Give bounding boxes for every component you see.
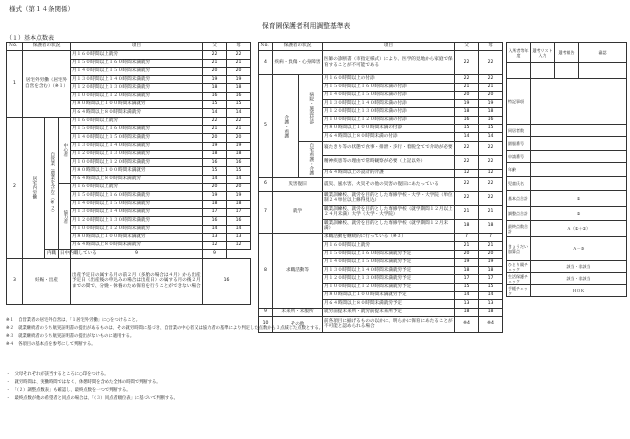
form-number: 様式（第１４条関係）	[9, 5, 74, 13]
father-score: 21	[203, 125, 227, 133]
father-score: 17	[203, 208, 227, 216]
father-score: 18	[455, 108, 479, 116]
item-text: 月１５０時間以上１６０時間未満の付添	[323, 83, 455, 91]
record-label: 最終点数合計	[507, 221, 531, 237]
father-score: 20	[455, 250, 479, 258]
father-score: 18	[203, 200, 227, 208]
record-value: Ａ（①＋②）	[531, 221, 627, 237]
item-text: 月６４時間以上８０時間未満就労	[71, 109, 203, 117]
situation-label: 未来所・未服所	[273, 308, 323, 316]
mother-score: 17	[479, 275, 503, 283]
situation-label: 介護・看護	[273, 75, 299, 178]
mother-score: 21	[479, 205, 503, 219]
father-score: 15	[455, 283, 479, 291]
hospital-attend-label: 病院・施設付添	[299, 75, 323, 141]
father-score: 19	[455, 100, 479, 108]
table-row	[259, 191, 503, 205]
item-text: 職業訓練校、就労を目的とした専修学校（就学期間１２月以上２４月未満）大学（大学・大学院）	[324, 206, 453, 218]
table-row	[507, 137, 627, 151]
record-value	[531, 163, 627, 177]
record-label: 調整点合計	[507, 207, 531, 221]
item-text: 月１５０時間以上１６０時間未満就労	[71, 192, 203, 200]
father-score: 21	[203, 59, 227, 67]
record-header: 選考リスト入力	[531, 43, 555, 63]
row-number: 2	[7, 117, 23, 258]
mother-score: 12	[479, 169, 503, 177]
header-no: Ｎo．	[7, 43, 23, 51]
mother-score: 15	[479, 125, 503, 133]
mother-score: 14	[227, 109, 251, 117]
record-header: 選考報告	[555, 43, 579, 63]
mother-score: 21	[227, 125, 251, 133]
header-no: Ｎo．	[259, 43, 273, 51]
instruction-item: ・ 最終点数が他の希望者と同点の場合は、「（３）同点者順位表」に基づいて判断する。	[6, 396, 178, 402]
item-text: 月１５０時間以上１６０時間未満就労	[71, 125, 203, 133]
record-value: ＨＯＫ	[531, 285, 627, 297]
record-label: きょうだい加算点	[507, 237, 531, 261]
item-text: 日中内職している	[59, 250, 71, 258]
record-value: 該当・非該当	[531, 273, 627, 285]
header-father: 父	[203, 43, 227, 51]
table-row	[507, 163, 627, 177]
mother-score: 18	[479, 308, 503, 316]
mother-score: 7	[479, 233, 503, 241]
row-number: 9	[259, 308, 273, 316]
record-label: ひとり親チェック	[507, 261, 531, 273]
item-text: 月８０時間以上１００時間未満就労	[71, 101, 203, 109]
mother-score: 9	[203, 250, 227, 258]
father-score: 18	[455, 308, 479, 316]
mother-score: 20	[479, 91, 503, 99]
table-row	[507, 207, 627, 221]
item-text: 精神疾患等の理由で常時観察が必要（上記以外）	[323, 155, 455, 169]
row-number: 4	[259, 51, 273, 75]
row-number: 7	[259, 191, 273, 233]
record-label: 児童氏名	[507, 177, 531, 191]
processing-record-table	[506, 42, 627, 297]
mother-score: 22	[479, 177, 503, 191]
record-label: 園服番号	[507, 137, 531, 151]
record-label: 年齢	[507, 163, 531, 177]
table-row	[507, 63, 627, 79]
item-text: 月１５０時間以上１６０時間未満就労	[71, 59, 203, 67]
stamp-box	[531, 63, 555, 79]
father-score: 13	[455, 300, 479, 308]
header-mother: 母	[479, 43, 503, 51]
document-title: 保育園保護者利用調整基準表	[262, 22, 351, 30]
mother-score: 15	[479, 283, 503, 291]
item-text: 月１００時間以上１２０時間未満就労予定	[323, 283, 455, 291]
table-row	[507, 261, 627, 273]
father-score: 18	[455, 267, 479, 275]
father-score: 20	[203, 134, 227, 142]
mother-score: 16	[479, 116, 503, 124]
situation-label: 居宅内労働	[23, 117, 45, 258]
father-score: 22	[203, 51, 227, 59]
table-row	[507, 79, 627, 125]
father-score: 7	[455, 233, 479, 241]
mother-score: 18	[227, 84, 251, 92]
item-text: 月１００時間以上１２０時間未満の付添	[323, 116, 455, 124]
instructions	[6, 371, 254, 404]
mother-score: 22	[479, 75, 503, 83]
basic-score-table-left	[6, 42, 251, 305]
row-number: 1	[7, 51, 23, 117]
father-score: 18	[455, 219, 479, 233]
father-score: 19	[203, 192, 227, 200]
table-row	[259, 177, 503, 191]
table-row	[507, 221, 627, 237]
mother-score: 22	[479, 155, 503, 169]
item-text: 月１６０時間以上の付添	[323, 75, 455, 83]
father-score: 15	[203, 167, 227, 175]
item-text: 求職活動を継続的に行っている（※３）	[323, 233, 455, 241]
record-header: 審認	[579, 43, 627, 63]
item-text: 医師の診断書（市指定様式）により、医学的見地から家庭で保育することが不可能である	[323, 51, 455, 75]
table-row	[259, 75, 503, 83]
father-score: 14	[203, 225, 227, 233]
mother-score: 16	[227, 217, 251, 225]
self-employed-label: 自営業（農業を含む）（※２）	[45, 117, 59, 250]
footnote-item: ※３ 就業継続者のうち航実証明書の提出がないものに適用する。	[6, 334, 135, 340]
record-value	[531, 177, 627, 191]
item-text: 月１３０時間以上１４０時間未満就労	[71, 208, 203, 216]
mother-score: 21	[227, 59, 251, 67]
mother-score: 19	[227, 192, 251, 200]
naishoku-label: 内職	[45, 250, 59, 258]
item-text: 月１３０時間以上１４０時間未満就労予定	[323, 267, 455, 275]
item-text: 月１００時間以上１２０時間未満就労	[71, 92, 203, 100]
record-label: 同居者数	[507, 125, 531, 137]
situation-label: 疾病・負傷・心身障害	[273, 51, 323, 75]
record-value	[531, 151, 627, 163]
item-text: 職業訓練校、就労を目的とした専修学校・大学・大学院（単位制２４単位以上修得見込）	[324, 192, 453, 204]
father-score: 16	[455, 116, 479, 124]
mother-score: 21	[479, 242, 503, 250]
mother-score: 22	[479, 141, 503, 155]
table-row	[507, 237, 627, 261]
item-text: 職業訓練校、就労を目的とした専修学校（就学期間１２月未満）	[323, 219, 455, 233]
item-text: 月１５０時間以上１６０時間未満就労予定	[323, 250, 455, 258]
record-value: 該当・非該当	[531, 261, 627, 273]
item-text: 月６４時間以上８０時間未満就労	[71, 175, 203, 183]
record-label: 手帳チェック	[507, 285, 531, 297]
row-number: 5	[259, 75, 273, 178]
item-text: 月１４０時間以上１５０時間未満就労予定	[323, 258, 455, 266]
table-row	[507, 151, 627, 163]
father-score: 12	[455, 169, 479, 177]
footnote-item: ※２ 就業継続者のうち航実証明書の提出があるものは、その就労時間に基づき、自営業の中心者又は協力者の基準により判定した点数から３点減じた点数とする。	[6, 326, 324, 332]
mother-score: 18	[227, 200, 251, 208]
table-row	[259, 233, 503, 241]
record-value: Ａ－③	[531, 237, 627, 261]
father-score: 22	[455, 191, 479, 205]
mother-score: 14	[227, 225, 251, 233]
item-text: 月１４０時間以上１５０時間未満就労	[71, 67, 203, 75]
item-text: 月１６０時間以上就労	[71, 51, 203, 59]
header-father: 父	[455, 43, 479, 51]
father-score: 22	[455, 177, 479, 191]
record-value: ②	[531, 207, 627, 221]
instruction-item: ・ 就労時間は、実働時間ではなく、休憩時間を含めた全体の時間で判断する。	[6, 380, 161, 386]
mother-score: 13	[227, 233, 251, 241]
father-score: 19	[203, 142, 227, 150]
item-text: 月６４時間以上の設計的介護	[323, 169, 455, 177]
mother-score: 21	[479, 83, 503, 91]
item-text: 月１２０時間以上１３０時間未満就労	[71, 217, 203, 225]
header-item: 項目	[323, 43, 455, 51]
mother-score: ※4	[479, 316, 503, 332]
mother-score: 22	[227, 117, 251, 125]
situation-label: 居宅外労働（居宅外自営を含む）（※１）	[23, 51, 71, 117]
mother-score: 14	[479, 133, 503, 141]
item-text: 月８０時間以上１００時間未満就労	[71, 167, 203, 175]
row-number: 6	[259, 177, 273, 191]
father-score: 16	[203, 159, 227, 167]
father-score: 20	[203, 184, 227, 192]
mother-score: 19	[227, 142, 251, 150]
father-score: 12	[203, 242, 227, 250]
mother-score: 13	[479, 300, 503, 308]
item-text: 月６４時間以上８０時間未満就労	[71, 242, 203, 250]
combined-score: 16	[203, 258, 251, 304]
mother-score: 19	[227, 76, 251, 84]
record-label: 申請番号	[507, 151, 531, 163]
item-text: 月１００時間以上１２０時間未満就労	[71, 225, 203, 233]
footnote-item: ※４ 各項目の基本点を参考にして判断する。	[6, 342, 96, 348]
mother-score: 20	[227, 184, 251, 192]
helper-label: 協力者	[59, 184, 71, 250]
instruction-item: ・ 父母それぞれが該当するところに○印をつける。	[6, 372, 109, 377]
item-text: 月１４０時間以上１５０時間未満の付添	[323, 91, 455, 99]
father-score: 19	[203, 76, 227, 84]
mother-score: 15	[227, 167, 251, 175]
table-row	[259, 51, 503, 75]
father-score: 16	[203, 217, 227, 225]
father-score: 17	[455, 275, 479, 283]
record-label: 生活保護チェック	[507, 273, 531, 285]
mother-score: 20	[479, 250, 503, 258]
record-value	[531, 79, 627, 125]
row-number: 3	[7, 258, 23, 304]
mother-score: 16	[227, 92, 251, 100]
home-care-label: 自宅看護・介護	[299, 141, 323, 177]
table-row	[507, 125, 627, 137]
item-text: 月１６０時間以上就労	[71, 117, 203, 125]
father-score: 18	[203, 150, 227, 158]
father-score: 20	[203, 67, 227, 75]
item-text: 月６４時間以上８０時間未満就労予定	[323, 300, 455, 308]
basic-score-table-right	[258, 42, 503, 333]
father-score: 22	[455, 155, 479, 169]
header-mother: 母	[227, 43, 251, 51]
mother-score: 18	[479, 108, 503, 116]
table-row	[507, 285, 627, 297]
father-score: 14	[455, 133, 479, 141]
row-number: 10	[259, 316, 273, 332]
father-score: 20	[455, 91, 479, 99]
father-score: 21	[455, 242, 479, 250]
record-value	[531, 125, 627, 137]
header-situation: 保護者の状況	[273, 43, 323, 51]
mother-score: 15	[227, 101, 251, 109]
item-text: 月１４０時間以上１５０時間未満就労	[71, 134, 203, 142]
father-score: 22	[455, 141, 479, 155]
stamp-box	[507, 63, 531, 79]
item-text: 月１６０時間以上就労	[71, 184, 203, 192]
father-score: 16	[203, 92, 227, 100]
mother-score: 22	[479, 51, 503, 75]
father-score: 14	[203, 175, 227, 183]
item-text: 震災、風水害、火災その他の災害の復旧にあたっている	[323, 177, 455, 191]
item-text: 月１２０時間以上１３０時間未満就労	[71, 150, 203, 158]
item-text: 月８０時間以上１００時間未満の付添	[323, 125, 455, 133]
stamp-box	[555, 63, 579, 79]
item-text: 月８０時間以上１００時間未満就労予定	[323, 292, 455, 300]
record-label: 特記事項	[507, 79, 531, 125]
item-text: 出産予定日の属する月の前２月（多胎の場合は４月）から出産予定日（出産後の申込みの場合は出産日）の属する月の後２月までの間で、分娩・休養のため保育を行うことができない場合	[71, 258, 203, 304]
mother-score: 14	[227, 175, 251, 183]
record-value	[531, 137, 627, 151]
father-score: 14	[203, 109, 227, 117]
record-header: 入所者等年度	[507, 43, 531, 63]
mother-score: 22	[479, 191, 503, 205]
father-score: 22	[455, 51, 479, 75]
mother-score: 16	[227, 159, 251, 167]
item-text: 月１００時間以上１２０時間未満就労	[71, 159, 203, 167]
item-text: 月１３０時間以上１４０時間未満就労	[71, 142, 203, 150]
item-text: 月１３０時間以上１４０時間未満の付添	[323, 100, 455, 108]
mother-score: 18	[479, 219, 503, 233]
father-score: 15	[203, 101, 227, 109]
father-score: 22	[455, 75, 479, 83]
situation-label: 災害復旧	[273, 177, 323, 191]
item-text: 月６４時間以上８０時間未満の付添	[323, 133, 455, 141]
father-score: 15	[455, 125, 479, 133]
table-row	[507, 273, 627, 285]
item-text: 月１２０時間以上１３０時間未満就労予定	[323, 275, 455, 283]
mother-score: 14	[479, 292, 503, 300]
item-text: 月１２０時間以上１３０時間未満の付添	[323, 108, 455, 116]
center-person-label: 中心者	[59, 117, 71, 183]
header-item: 項目	[71, 43, 203, 51]
father-score: 18	[203, 84, 227, 92]
father-score: 19	[455, 258, 479, 266]
table-row	[7, 51, 251, 59]
item-text: 月１６０時間以上就労	[323, 242, 455, 250]
table-row	[507, 191, 627, 207]
record-label: 基本点合計	[507, 191, 531, 207]
mother-score: 20	[227, 67, 251, 75]
item-text: 前各項目に揃げるものの以かに、明らかに保育にあたることが不可能と認められる場合	[323, 316, 455, 332]
father-score: 21	[455, 205, 479, 219]
mother-score: 19	[479, 258, 503, 266]
item-text: 月１２０時間以上１３０時間未満就労	[71, 84, 203, 92]
footnote-item: ※１ 自営業者の居宅外自営は、「１居宅外労働」に○をつけること。	[6, 318, 141, 323]
table-row	[7, 258, 251, 304]
father-score: 9	[71, 250, 203, 258]
mother-score: 17	[227, 208, 251, 216]
table-row	[7, 117, 251, 125]
table-row	[259, 308, 503, 316]
father-score: 14	[455, 292, 479, 300]
father-score: 22	[203, 117, 227, 125]
situation-label: 求職活動等	[273, 233, 323, 308]
mother-score: 18	[479, 267, 503, 275]
table-row	[507, 177, 627, 191]
mother-score: 20	[227, 134, 251, 142]
record-value: ①	[531, 191, 627, 207]
header-situation: 保護者の状況	[23, 43, 71, 51]
item-text: 寝たきり等の状態で食事・排泄・歩行・着脱全てで介助が必要	[323, 141, 455, 155]
instruction-item: ・ 「（２）調整点数表」も確認し、最終点数を一つで判断する。	[6, 388, 131, 394]
situation-label: 妊娠・出産	[23, 258, 71, 304]
mother-score: 22	[227, 51, 251, 59]
item-text: 月８０時間以上１００時間未満就労	[71, 233, 203, 241]
father-score: 21	[455, 83, 479, 91]
item-text: 月１４０時間以上１５０時間未満就労	[71, 200, 203, 208]
item-text: 就労前提未来所・就労前提未来所予定	[323, 308, 455, 316]
stamp-box	[579, 63, 627, 79]
father-score: 13	[203, 233, 227, 241]
item-text: 月１３０時間以上１４０時間未満就労	[71, 76, 203, 84]
situation-label: 就学	[273, 191, 323, 233]
father-score: ※4	[455, 316, 479, 332]
mother-score: 19	[479, 100, 503, 108]
section-title: （１）基本点数表	[6, 35, 55, 42]
row-number: 8	[259, 233, 273, 308]
mother-score: 18	[227, 150, 251, 158]
table-row	[507, 43, 627, 63]
situation-label: その他	[273, 316, 323, 332]
mother-score: 12	[227, 242, 251, 250]
